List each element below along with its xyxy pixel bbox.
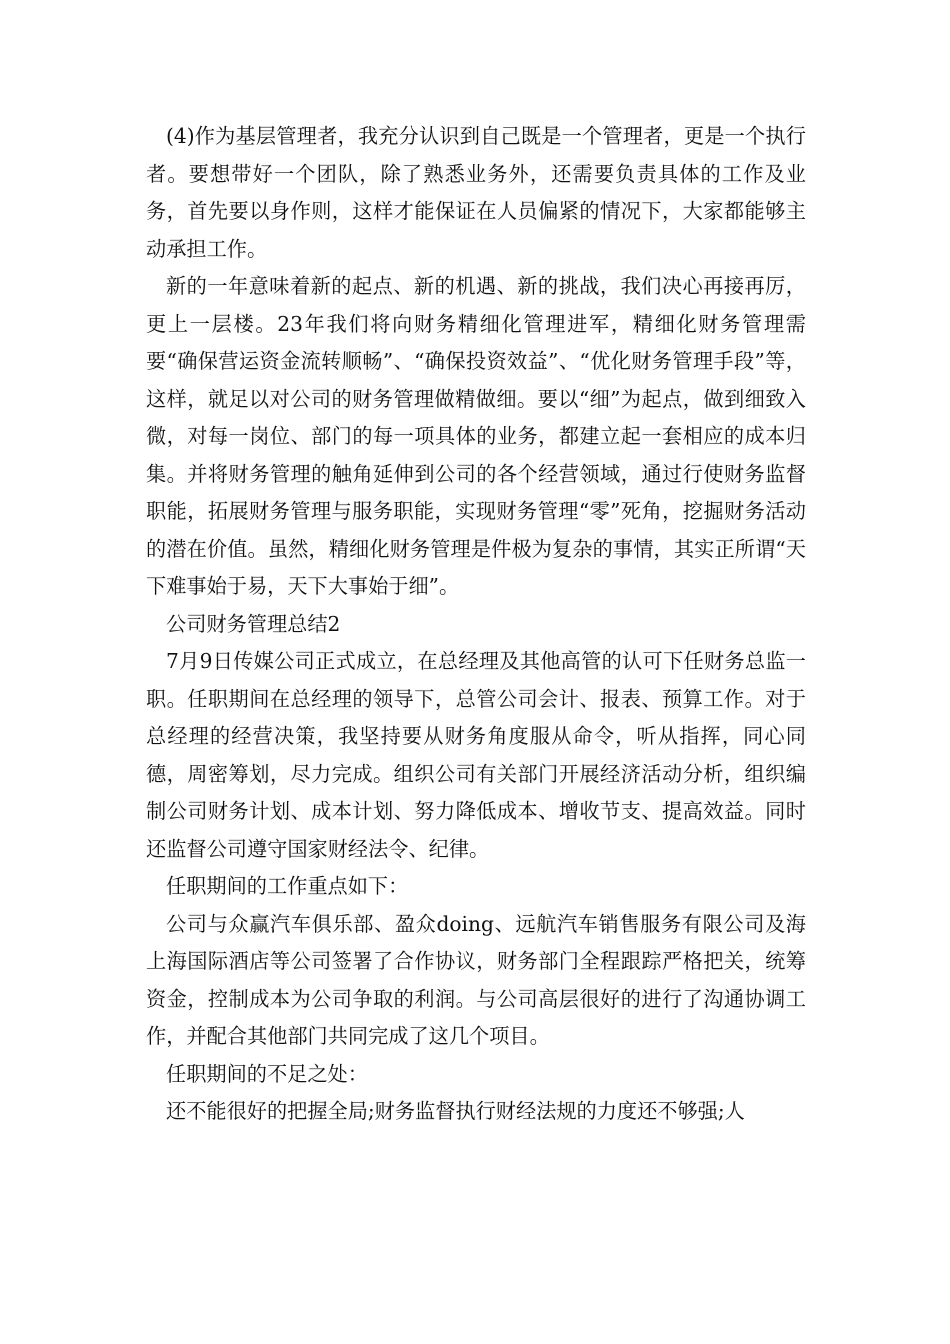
paragraph-manager-role: (4)作为基层管理者，我充分认识到自己既是一个管理者，更是一个执行者。要想带好一个团队，除了熟悉业务外，还需要负责具体的工作及业务，首先要以身作则，这样才能保证在人员偏紧的情况下，大家都能够主动承担工作。 xyxy=(146,124,806,261)
subheading-work-focus: 任职期间的工作重点如下： xyxy=(166,874,409,898)
section-heading: 公司财务管理总结2 xyxy=(166,611,341,636)
paragraph-shortcomings: 还不能很好的把握全局;财务监督执行财经法规的力度还不够强;人 xyxy=(166,1099,745,1123)
paragraph-cfo-duties: 7月9日传媒公司正式成立，在总经理及其他高管的认可下任财务总监一职。任职期间在总经理的领导下，总管公司会计、报表、预算工作。对于总经理的经营决策，我坚持要从财务角度服从命令，听从指挥，同心同德，周密筹划，尽力完成。组织公司有关部门开展经济活动分析，组织编制公司财务计划、成本计划、努力降低成本、增收节支、提高效益。同时还监督公司遵守国家财经法令、纪律。 xyxy=(146,649,806,861)
paragraph-new-year-plan: 新的一年意味着新的起点、新的机遇、新的挑战，我们决心再接再厉，更上一层楼。23年我们将向财务精细化管理进军，精细化财务管理需要“确保营运资金流转顺畅”、“确保投资效益”、“优化财务管理手段”等，这样，就足以对公司的财务管理做精做细。要以“细”为起点，做到细致入微，对每一岗位、部门的每一项具体的业务，都建立起一套相应的成本归集。并将财务管理的触角延伸到公司的各个经营领域，通过行使财务监督职能，拓展财务管理与服务职能，实现财务管理“零”死角，挖掘财务活动的潜在价值。虽然，精细化财务管理是件极为复杂的事情，其实正所谓“天下难事始于易，天下大事始于细”。 xyxy=(146,274,806,598)
paragraph-partnerships: 公司与众赢汽车俱乐部、盈众doing、远航汽车销售服务有限公司及海上海国际酒店等公司签署了合作协议，财务部门全程跟踪严格把关，统筹资金，控制成本为公司争取的利润。与公司高层很好的进行了沟通协调工作，并配合其他部门共同完成了这几个项目。 xyxy=(146,911,806,1048)
subheading-shortcomings: 任职期间的不足之处： xyxy=(166,1061,368,1086)
document-page xyxy=(146,118,806,1131)
